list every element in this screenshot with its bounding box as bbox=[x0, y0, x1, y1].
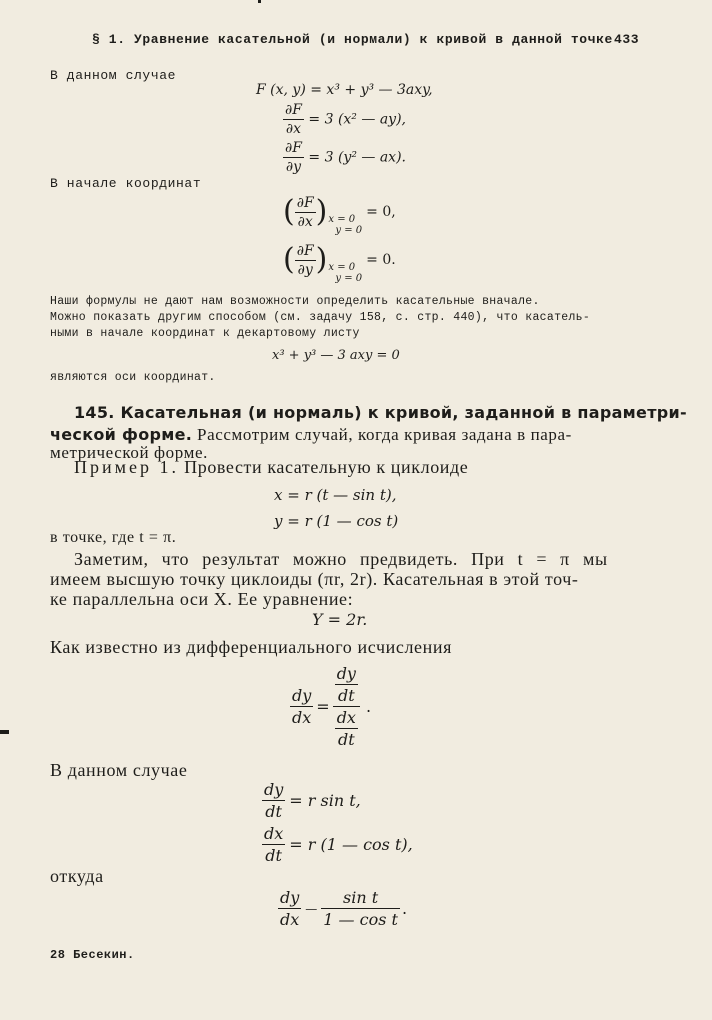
example-1-line bbox=[74, 457, 468, 478]
cond-x-1: x = 0 bbox=[328, 214, 356, 225]
result-rhs-num: sin t bbox=[343, 888, 379, 907]
formula-folium: x³ + y³ — 3 axy = 0 bbox=[272, 348, 400, 363]
result-lhs-den: dx bbox=[280, 910, 300, 929]
dFdy-num: ∂F bbox=[285, 140, 302, 156]
result-lhs-num: dy bbox=[280, 888, 300, 907]
chain-lhs-den: dx bbox=[292, 708, 312, 727]
dFdx-origin-num: ∂F bbox=[296, 194, 314, 211]
para-line-3: ными в начале координат к декартовому листу bbox=[50, 327, 360, 340]
result-rhs-den: 1 — cos t bbox=[323, 910, 398, 929]
section-145-title-1: 145. Касательная (и нормаль) к кривой, заданной в параметри- bbox=[74, 403, 687, 422]
example-text: Провести касательную к циклоиде bbox=[179, 457, 469, 477]
para-line-2: Можно показать другим способом (см. задачу 158, с. стр. 440), что касатель- bbox=[50, 311, 591, 324]
footer-signature: 28 Бесекин. bbox=[50, 948, 135, 962]
dFdx-den: ∂x bbox=[285, 121, 302, 137]
formula-dFdx-origin: ( $\frac{\partial F}{\partial x}$ ) x = 0 y = 0 = 0, bbox=[283, 194, 396, 236]
note-line-3: ке параллельна оси X. Ее уравнение: bbox=[50, 589, 354, 609]
dFdy-origin-num: ∂F bbox=[296, 242, 314, 259]
at-point-line: в точке, где t = π. bbox=[50, 529, 177, 546]
formula-cycloid-x: x = r (t — sin t), bbox=[274, 486, 397, 504]
example-label: Пример 1. bbox=[74, 457, 180, 477]
dFdx-rhs: = 3 (x² — ay), bbox=[308, 111, 406, 128]
formula-cycloid-y: y = r (1 — cos t) bbox=[274, 512, 399, 530]
scan-mark-top bbox=[258, 0, 261, 3]
section-145-title-2 bbox=[50, 425, 572, 445]
formula-tangent: Y = 2r. bbox=[312, 610, 368, 629]
page-number: 433 bbox=[614, 32, 640, 47]
cond-x-2: x = 0 bbox=[328, 262, 356, 273]
dFdy-origin-den: ∂y bbox=[297, 261, 313, 278]
note-line-2: имеем высшую точку циклоиды (πr, 2r). Касательная в этой точ- bbox=[50, 569, 579, 589]
formula-F-def: F (x, y) = x³ + y³ — 3axy, bbox=[256, 82, 433, 98]
dxdt-den: dt bbox=[265, 846, 282, 865]
dydt-num: dy bbox=[264, 780, 284, 799]
scan-mark-left bbox=[0, 730, 9, 734]
chain-top-den: dt bbox=[337, 686, 355, 705]
known-from-line: Как известно из дифференциального исчисления bbox=[50, 637, 452, 657]
dxdt-num: dx bbox=[264, 824, 284, 843]
section-145-title-3: метрической форме. bbox=[50, 443, 208, 462]
chain-period: . bbox=[365, 697, 372, 716]
chain-top-num: dy bbox=[336, 664, 356, 683]
chain-bot-num: dx bbox=[336, 708, 356, 727]
cond-y-1: y = 0 bbox=[335, 225, 363, 236]
para-line-1: Наши формулы не дают нам возможности определить касательные вначале. bbox=[50, 295, 540, 308]
cond-y-2: y = 0 bbox=[335, 273, 363, 284]
formula-dFdx bbox=[283, 102, 406, 137]
formula-dydt bbox=[262, 780, 361, 821]
formula-dFdy-origin: ( $\frac{\partial F}{\partial y}$ ) x = 0 y = 0 = 0. bbox=[283, 242, 396, 284]
dFdx-num: ∂F bbox=[285, 102, 302, 118]
chain-eq: = bbox=[316, 697, 330, 716]
title-2-bold: ческой форме. bbox=[50, 425, 193, 444]
intro-at-origin: В начале координат bbox=[50, 176, 202, 191]
dydt-den: dt bbox=[265, 802, 282, 821]
formula-dFdy bbox=[283, 140, 406, 175]
formula-dxdt bbox=[262, 824, 413, 865]
dxdt-rhs: = r (1 — cos t), bbox=[289, 835, 413, 854]
axes-line: являются оси координат. bbox=[50, 371, 216, 384]
in-this-case-2: В данном случае bbox=[50, 760, 188, 780]
running-title: § 1. Уравнение касательной (и нормали) к кривой в данной точке bbox=[92, 32, 613, 47]
title-2-rest: Рассмотрим случай, когда кривая задана в пара- bbox=[192, 425, 572, 444]
formula-dydx-chain bbox=[290, 664, 371, 749]
chain-lhs-num: dy bbox=[292, 686, 312, 705]
chain-bot-den: dt bbox=[337, 730, 355, 749]
eq-zero-2: = 0. bbox=[366, 252, 396, 268]
formula-dydx-result bbox=[278, 888, 407, 929]
whence-line: откуда bbox=[50, 866, 104, 886]
dFdx-origin-den: ∂x bbox=[297, 213, 313, 230]
dydt-rhs: = r sin t, bbox=[289, 791, 361, 810]
result-period: . bbox=[401, 899, 408, 918]
note-line-1: Заметим, что результат можно предвидеть. При t = π мы bbox=[74, 549, 608, 569]
intro-in-this-case: В данном случае bbox=[50, 68, 177, 83]
result-eq: — bbox=[305, 901, 318, 916]
eq-zero-1: = 0, bbox=[366, 204, 396, 220]
dFdy-rhs: = 3 (y² — ax). bbox=[308, 149, 406, 166]
dFdy-den: ∂y bbox=[285, 159, 302, 175]
